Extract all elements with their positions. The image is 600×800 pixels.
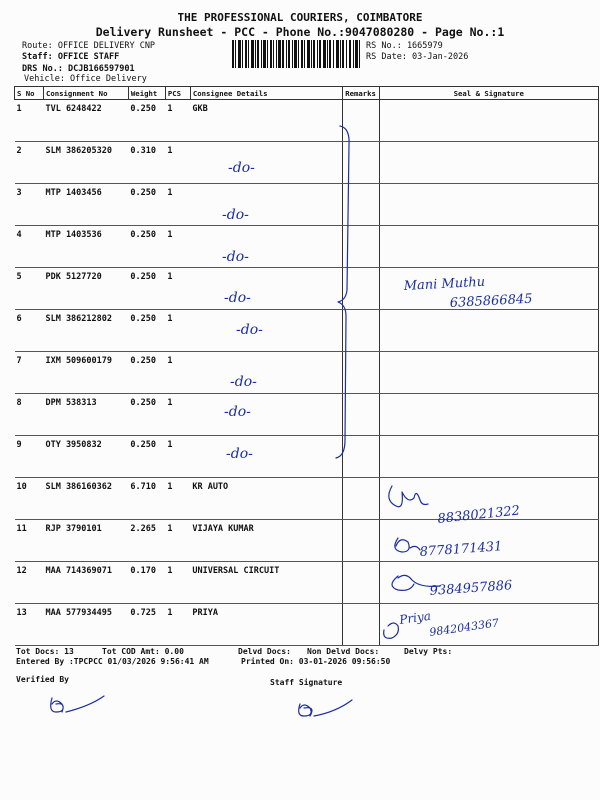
ditto-mark: -do- <box>224 290 251 306</box>
staff-signature-label: Staff Signature <box>270 678 343 687</box>
cell-sno: 6 <box>15 310 44 352</box>
cell-pcs: 1 <box>165 520 190 562</box>
ditto-mark: -do- <box>222 207 249 223</box>
receiver-phone: 9384957886 <box>429 578 513 599</box>
cell-sno: 1 <box>15 100 44 142</box>
printed-on: Printed On: 03-01-2026 09:56:50 <box>241 657 391 666</box>
column-header: Seal & Signature <box>379 87 598 100</box>
cell-consignment: MTP 1403536 <box>43 226 128 268</box>
cell-pcs: 1 <box>165 142 190 184</box>
delivery-points: Delvy Pts: <box>404 647 453 656</box>
cell-weight: 0.250 <box>128 100 165 142</box>
cell-consignee: PRIYA <box>190 604 342 646</box>
column-header: Consignee Details <box>190 87 342 100</box>
entered-by: Entered By :TPCPCC 01/03/2026 9:56:41 AM <box>16 657 209 666</box>
cell-remarks <box>342 310 379 352</box>
cell-consignment: OTY 3950832 <box>43 436 128 478</box>
table-row <box>15 604 599 646</box>
cell-consignment: IXM 509600179 <box>43 352 128 394</box>
cell-pcs: 1 <box>165 436 190 478</box>
table-row <box>15 352 599 394</box>
cell-remarks <box>342 142 379 184</box>
cell-signature <box>379 562 598 604</box>
cell-pcs: 1 <box>165 394 190 436</box>
cell-consignee <box>190 268 342 310</box>
cell-weight: 0.250 <box>128 394 165 436</box>
cell-pcs: 1 <box>165 604 190 646</box>
ditto-mark: -do- <box>224 404 251 420</box>
cell-signature <box>379 352 598 394</box>
cell-weight: 0.250 <box>128 226 165 268</box>
cell-remarks <box>342 478 379 520</box>
cell-consignee <box>190 436 342 478</box>
cell-weight: 6.710 <box>128 478 165 520</box>
table-row <box>15 226 599 268</box>
cell-pcs: 1 <box>165 310 190 352</box>
cell-consignment: SLM 386212802 <box>43 310 128 352</box>
staff-label: Staff: OFFICE STAFF <box>22 52 120 62</box>
runsheet-table <box>14 86 599 646</box>
cell-pcs: 1 <box>165 352 190 394</box>
receiver-phone: 8838021322 <box>436 503 521 527</box>
cell-signature <box>379 226 598 268</box>
cell-sno: 12 <box>15 562 44 604</box>
cell-sno: 8 <box>15 394 44 436</box>
delivered-docs: Delvd Docs: <box>238 647 291 656</box>
ditto-mark: -do- <box>236 322 263 338</box>
total-docs: Tot Docs: 13 <box>16 647 74 656</box>
cell-signature <box>379 478 598 520</box>
cell-pcs: 1 <box>165 100 190 142</box>
cell-weight: 0.250 <box>128 184 165 226</box>
receiver-name: Mani Muthu <box>403 274 486 294</box>
cell-consignment: PDK 5127720 <box>43 268 128 310</box>
receiver-name: Priya <box>398 608 432 627</box>
cell-sno: 13 <box>15 604 44 646</box>
vehicle-label: Vehicle: Office Delivery <box>24 74 147 84</box>
receiver-phone: 8778171431 <box>419 539 503 560</box>
cell-sno: 10 <box>15 478 44 520</box>
cell-weight: 0.310 <box>128 142 165 184</box>
cell-consignee <box>190 394 342 436</box>
column-header: Consignment No <box>43 87 128 100</box>
cell-remarks <box>342 520 379 562</box>
cell-remarks <box>342 268 379 310</box>
cell-remarks <box>342 604 379 646</box>
cell-signature <box>379 436 598 478</box>
cell-remarks <box>342 184 379 226</box>
column-header: S No <box>15 87 44 100</box>
cell-remarks <box>342 100 379 142</box>
column-header: Weight <box>128 87 165 100</box>
table-row <box>15 436 599 478</box>
cell-sno: 3 <box>15 184 44 226</box>
table-row <box>15 268 599 310</box>
table-header-row <box>15 87 599 100</box>
cell-sno: 9 <box>15 436 44 478</box>
cell-consignee: VIJAYA KUMAR <box>190 520 342 562</box>
column-header: Remarks <box>342 87 379 100</box>
cell-remarks <box>342 436 379 478</box>
cell-weight: 2.265 <box>128 520 165 562</box>
cell-signature <box>379 604 598 646</box>
cell-pcs: 1 <box>165 478 190 520</box>
verified-by-label: Verified By <box>16 675 69 684</box>
drs-number: DRS No.: DCJB166597901 <box>22 64 135 74</box>
non-delivered-docs: Non Delvd Docs: <box>307 647 380 656</box>
cell-sno: 11 <box>15 520 44 562</box>
total-cod-amount: Tot COD Amt: 0.00 <box>102 647 184 656</box>
cell-remarks <box>342 226 379 268</box>
cell-consignee: KR AUTO <box>190 478 342 520</box>
receiver-phone: 6385866845 <box>449 291 533 311</box>
company-title: THE PROFESSIONAL COURIERS, COIMBATORE <box>177 11 423 24</box>
cell-weight: 0.250 <box>128 268 165 310</box>
table-row <box>15 310 599 352</box>
cell-remarks <box>342 352 379 394</box>
cell-pcs: 1 <box>165 268 190 310</box>
cell-signature <box>379 100 598 142</box>
cell-consignment: MAA 714369071 <box>43 562 128 604</box>
receiver-phone: 9842043367 <box>428 616 500 639</box>
cell-sno: 7 <box>15 352 44 394</box>
cell-signature <box>379 520 598 562</box>
cell-consignment: SLM 386160362 <box>43 478 128 520</box>
ditto-mark: -do- <box>230 374 257 390</box>
cell-consignee <box>190 352 342 394</box>
cell-consignee: GKB <box>190 100 342 142</box>
cell-remarks <box>342 394 379 436</box>
staff-signature <box>299 700 352 716</box>
cell-signature <box>379 310 598 352</box>
table-row <box>15 394 599 436</box>
cell-consignment: RJP 3790101 <box>43 520 128 562</box>
cell-remarks <box>342 562 379 604</box>
rs-date: RS Date: 03-Jan-2026 <box>366 52 469 62</box>
cell-consignment: DPM 538313 <box>43 394 128 436</box>
cell-pcs: 1 <box>165 562 190 604</box>
cell-consignee <box>190 142 342 184</box>
cell-consignee <box>190 184 342 226</box>
cell-consignment: TVL 6248422 <box>43 100 128 142</box>
cell-sno: 4 <box>15 226 44 268</box>
table-row <box>15 184 599 226</box>
cell-consignee <box>190 226 342 268</box>
ditto-mark: -do- <box>222 249 249 265</box>
cell-consignment: MTP 1403456 <box>43 184 128 226</box>
cell-weight: 0.250 <box>128 310 165 352</box>
cell-weight: 0.725 <box>128 604 165 646</box>
cell-sno: 5 <box>15 268 44 310</box>
cell-sno: 2 <box>15 142 44 184</box>
verified-by-signature <box>51 696 104 712</box>
cell-signature <box>379 142 598 184</box>
column-header: PCS <box>165 87 190 100</box>
cell-pcs: 1 <box>165 226 190 268</box>
cell-weight: 0.170 <box>128 562 165 604</box>
table-row <box>15 478 599 520</box>
cell-signature <box>379 268 598 310</box>
table-row <box>15 142 599 184</box>
barcode-icon <box>232 40 360 68</box>
table-row <box>15 562 599 604</box>
cell-consignee: UNIVERSAL CIRCUIT <box>190 562 342 604</box>
ditto-mark: -do- <box>228 160 255 176</box>
cell-signature <box>379 184 598 226</box>
runsheet-subtitle: Delivery Runsheet - PCC - Phone No.:9047080280 - Page No.:1 <box>95 25 505 39</box>
table-row <box>15 100 599 142</box>
cell-consignment: SLM 386205320 <box>43 142 128 184</box>
table-row <box>15 520 599 562</box>
ditto-mark: -do- <box>226 446 253 462</box>
cell-consignment: MAA 577934495 <box>43 604 128 646</box>
cell-weight: 0.250 <box>128 436 165 478</box>
cell-weight: 0.250 <box>128 352 165 394</box>
rs-number: RS No.: 1665979 <box>366 41 443 51</box>
cell-consignee <box>190 310 342 352</box>
cell-pcs: 1 <box>165 184 190 226</box>
cell-signature <box>379 394 598 436</box>
route-label: Route: OFFICE DELIVERY CNP <box>22 41 156 51</box>
